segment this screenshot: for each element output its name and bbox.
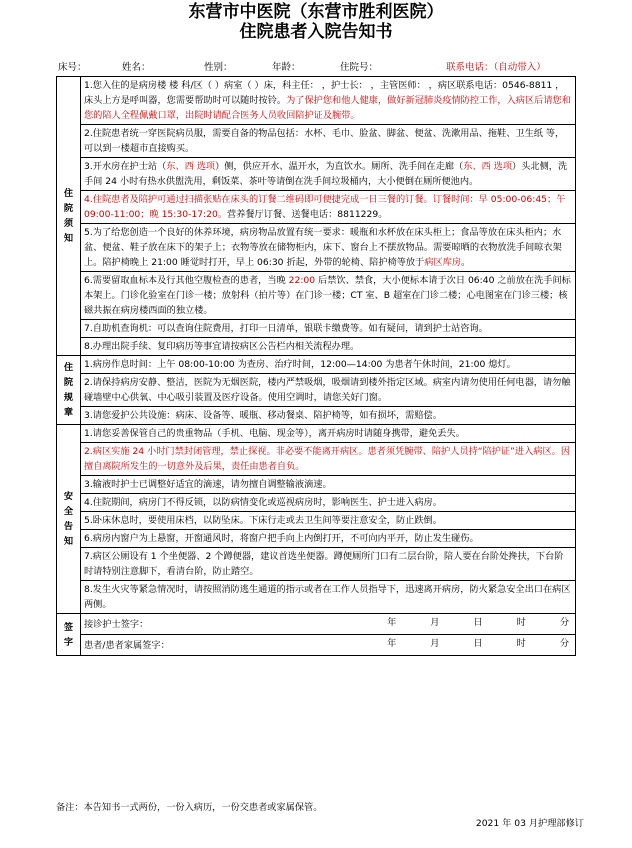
- section-category: [57, 356, 81, 425]
- signature-category: [57, 614, 81, 656]
- nurse-signature-field[interactable]: [81, 614, 576, 635]
- notice-row: [57, 581, 576, 614]
- highlight-text: 患者须凭腕带、陪护人员持“陪护证”进入病区。: [367, 446, 561, 457]
- notice-row: [57, 407, 576, 425]
- date-year-label: 年: [387, 638, 397, 649]
- section-category: [57, 425, 81, 614]
- gender-label: 性别：: [204, 62, 233, 73]
- item-text: 3.开水房在护士站（: [84, 161, 167, 172]
- notice-row: [57, 158, 576, 191]
- notice-item: [81, 407, 576, 425]
- signature-label: 接诊护士签字：: [84, 618, 149, 630]
- notice-row: [57, 425, 576, 443]
- highlight-text: 22:00: [288, 275, 316, 286]
- item-text: 8.办理出院手续、复印病历等事宜请按病区公告栏内相关流程办理。: [84, 341, 360, 352]
- item-text: 7.自助机查询机：可以查询住院费用，打印一日清单，银联卡缴费等。如有疑问，请到护士站咨询。: [84, 323, 488, 334]
- item-text: 3.输液时护士已调整好适宜的滴速，请勿擅自调整输液滴速。: [84, 479, 332, 490]
- notice-row: [57, 356, 576, 374]
- notice-item: [81, 476, 576, 494]
- hospital-name-title: 东营市中医院（东营市胜利医院）: [188, 2, 444, 22]
- signature-category-label: 签字: [63, 621, 74, 648]
- notice-item: [81, 224, 576, 272]
- highlight-text: 为了保护您和他人健康，做好新冠肺炎疫情防控工作，入病区后请您和您的陪人全程佩戴口罩，出院时请配合医务人员收回陪护证及腕带。: [84, 95, 571, 121]
- signature-label: 患者/患者家属签字：: [84, 639, 170, 651]
- admission-number-label: 住院号：: [340, 62, 379, 73]
- notice-item: [81, 581, 576, 614]
- notice-row: [57, 77, 576, 125]
- notice-item: [81, 512, 576, 530]
- notice-row: [57, 530, 576, 548]
- date-day-label: 日: [473, 638, 483, 649]
- notice-row: [57, 224, 576, 272]
- notice-row: [57, 125, 576, 158]
- footer-note: 备注：本告知书一式两份，一份入病历，一份交患者或家属保管。: [56, 802, 323, 813]
- item-text: ）侧，供应开水、温开水，为直饮水。厕所、洗手间在走廊（: [215, 161, 464, 172]
- notice-item: [81, 374, 576, 407]
- item-text: 2.请保持病房安静、整洁，医院为无烟医院，楼内严禁吸烟，吸烟请到楼外指定区域。病室内请勿使用任何电器，请勿触碰墙壁中心供氧、中心吸引装置及医疗设备。使用空调时，请您关好门窗。: [84, 377, 571, 403]
- signature-date: [387, 636, 569, 651]
- notice-item: [81, 356, 576, 374]
- highlight-text: 4.住院患者及陪护可通过扫描张贴在床头的订餐二维码即可便捷完成一日三餐的订餐。订餐时间：早 05:00-06:45；午 09:00-11:00；晚 15:30-17:20。: [84, 194, 566, 220]
- notice-item: [81, 443, 576, 476]
- notice-row: [57, 338, 576, 356]
- item-text: 5.卧床休息时，要使用床档，以防坠床。下床行走或去卫生间等要注意安全，防止跌倒。: [84, 515, 442, 526]
- date-year-label: 年: [387, 617, 397, 628]
- highlight-text: 因擅自离院所发生的一切意外及后果，责任由患者自负。: [84, 446, 571, 472]
- item-text: ）头北侧，洗手间 24 小时有热水供盥洗用，剩饭菜、茶叶等请倒在洗手间垃圾桶内，大小便倒在厕所便池内。: [84, 161, 568, 187]
- notice-item: [81, 548, 576, 581]
- item-text: 1.病房作息时间：上午 08:00-10:00 为查房、治疗时间，12:00—14:00 为患者午休时间，21:00 熄灯。: [84, 359, 516, 370]
- notice-item: [81, 272, 576, 320]
- age-label: 年龄：: [272, 62, 301, 73]
- notice-item: [81, 191, 576, 224]
- item-text: 2.住院患者统一穿医院病员服，需要自备的物品包括：水杯、毛巾、脸盆、脚盆、便盆、洗漱用品、拖鞋、卫生纸 等，可以到一楼超市直接购买。: [84, 128, 565, 154]
- highlight-text: 2.病区实施 24 小时门禁封闭管理，禁止探视。非必要不能离开病区。: [84, 446, 368, 457]
- notice-row: [57, 548, 576, 581]
- section-category-label: 安全告知: [63, 491, 74, 547]
- bed-number-label: 床号：: [58, 62, 87, 73]
- notice-item: [81, 77, 576, 125]
- nurse-signature-row: [57, 614, 576, 635]
- notice-row: [57, 272, 576, 320]
- highlight-text: 病区库房: [424, 257, 462, 268]
- notice-item: [81, 125, 576, 158]
- highlight-text: 东、西 选项: [463, 161, 513, 172]
- item-text: 1.您入住的是病房楼 楼 科/区（ ）病室（ ）床，科主任： ，护士长： ，主管医师： ，病区联系电话：0546-8811 ，床头上方是呼叫器，您需要帮助时可以随时按铃。: [84, 80, 565, 106]
- notice-item: [81, 530, 576, 548]
- notice-row: [57, 191, 576, 224]
- date-minute-label: 分: [559, 617, 569, 628]
- item-text: 营养餐厅订餐、送餐电话：8811229。: [227, 209, 388, 220]
- section-category-label: 住院须知: [63, 188, 74, 244]
- date-month-label: 月: [430, 638, 440, 649]
- highlight-text: 东、西 选项: [166, 161, 216, 172]
- signature-date: [387, 615, 569, 630]
- date-day-label: 日: [473, 617, 483, 628]
- date-hour-label: 时: [516, 617, 526, 628]
- item-text: 6.需要留取血标本及行其他空腹检查的患者，当晚: [84, 275, 289, 286]
- notice-row: [57, 320, 576, 338]
- item-text: 后禁饮、禁食，大小便标本请于次日 06:40 之前放在洗手间标本架上。门诊化验室在门诊一楼；放射科（拍片等）在门诊一楼；CT 室、B 超室在门诊二楼；心电图室在门诊三楼；核磁共振在病房楼西面的独立楼。: [84, 275, 571, 316]
- section-category-label: 住院规章: [63, 362, 74, 418]
- notice-table: [56, 76, 576, 656]
- date-minute-label: 分: [559, 638, 569, 649]
- notice-row: [57, 494, 576, 512]
- date-hour-label: 时: [516, 638, 526, 649]
- notice-item: [81, 338, 576, 356]
- notice-item: [81, 320, 576, 338]
- patient-signature-row: [57, 635, 576, 656]
- patient-name-label: 姓名：: [122, 62, 151, 73]
- item-text: 1.请您妥善保管自己的贵重物品（手机、电脑、现金等），离开病房时请随身携带，避免丢失。: [84, 428, 465, 439]
- revision-note: 2021 年 03 月护理部修订: [475, 818, 584, 829]
- item-text: 。: [461, 257, 471, 268]
- notice-item: [81, 494, 576, 512]
- notice-row: [57, 512, 576, 530]
- item-text: 4.住院期间，病房门不得反锁，以防病情变化或巡视病房时，影响医生、护士进入病房。: [84, 497, 442, 508]
- patient-info-row: [56, 61, 616, 75]
- notice-row: [57, 374, 576, 407]
- patient-signature-field[interactable]: [81, 635, 576, 656]
- notice-item: [81, 425, 576, 443]
- date-month-label: 月: [430, 617, 440, 628]
- item-text: 6.病房内窗户为上悬窗，开窗通风时，将窗户把手向上内倒打开，不可向内平开，防止发生碰伤。: [84, 533, 479, 544]
- item-text: 5.为了给您创造一个良好的休养环境，病房物品放置有统一要求：暖瓶和水杯放在床头柜上；食品等放在床头柜内；水盆、便盆、鞋子放在床下的架子上；衣物等放在储物柜内，床下、窗台上不摆放物品。需要晾晒的衣物放洗手间晾衣架上。陪护椅晚上 21:00 睡觉时打开，早上 06:30 折起，外带的轮椅、陪护椅等放于: [84, 227, 562, 268]
- section-category: [57, 77, 81, 356]
- notice-row: [57, 476, 576, 494]
- notice-item: [81, 158, 576, 191]
- notice-row: [57, 443, 576, 476]
- document-title: 住院患者入院告知书: [239, 22, 393, 42]
- contact-phone-label: 联系电话：（自动带入）: [446, 62, 546, 73]
- item-text: 7.病区公厕设有 1 个坐便器、2 个蹲便器，建议首选坐便器。蹲便厕所门口有二层台阶，陪人要在台阶处搀扶，下台阶时请特别注意脚下，看清台阶，防止踏空。: [84, 551, 564, 577]
- item-text: 8.发生火灾等紧急情况时，请按照消防逃生通道的指示或者在工作人员指导下，迅速离开病房，防火紧急安全出口在病区两侧。: [84, 584, 571, 610]
- item-text: 3.请您爱护公共设施：病床、设备等、暖瓶、移动餐桌、陪护椅等，如有损坏，需赔偿。: [84, 410, 442, 421]
